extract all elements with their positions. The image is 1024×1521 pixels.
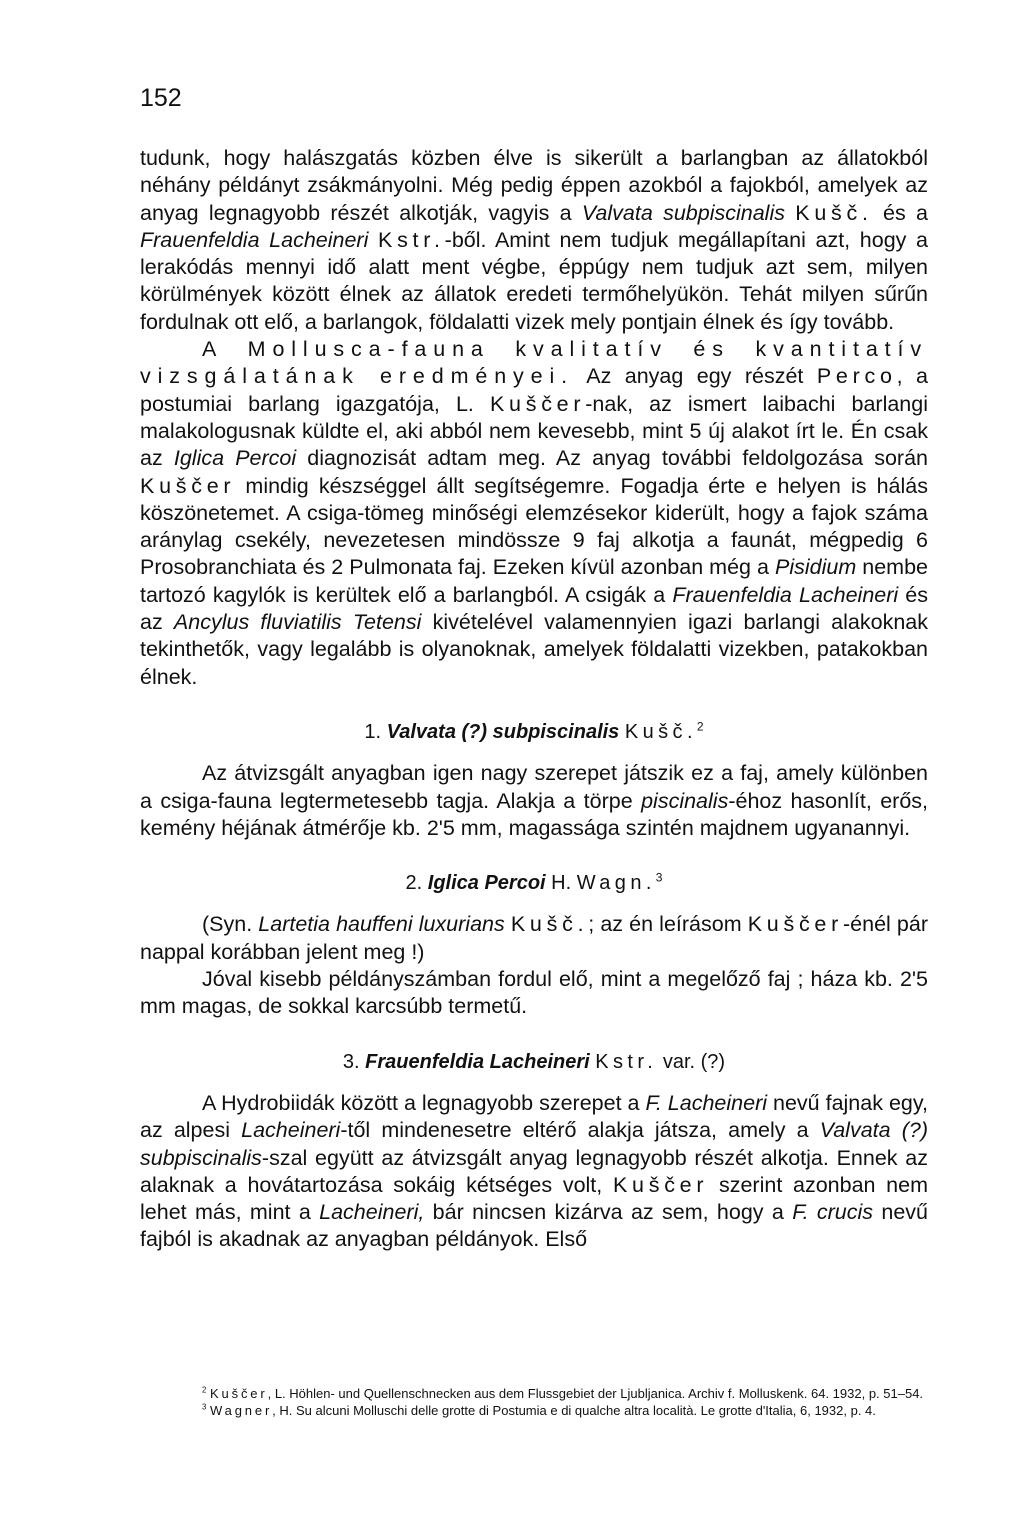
- species-name: Ancylus fluviatilis Tetensi: [173, 610, 422, 635]
- text-run: nevű fajnak egy, az alpesi: [140, 1090, 928, 1143]
- footnotes: [140, 1385, 928, 1419]
- person-name: Kuščer: [747, 912, 844, 937]
- genus-name: Pisidium: [774, 555, 857, 580]
- heading-number: 2.: [405, 872, 423, 895]
- citation-text: , L. Höhlen- und Quellenschnecken aus dem Flussgebiet der Ljubljanica. Archiv f. Molluskenk. 64. 1932, p. 51–54.: [267, 1386, 924, 1401]
- citation-text: , H. Su alcuni Molluschi delle grotte di Postumia e di qualche altra località. Le grotte d'Italia, 6, 1932, p. 4.: [272, 1403, 876, 1418]
- paragraph-intro: [140, 145, 928, 336]
- heading-author: Wagn.: [576, 872, 656, 895]
- text-run: nembe tartozó kagylók is kerültek elő a barlangból. A csigák a: [140, 555, 928, 607]
- heading-number: 1.: [364, 720, 382, 743]
- heading-author-initial: H.: [551, 872, 577, 895]
- text-run: , a postumiai barlang igazgatója, L.: [140, 364, 929, 416]
- footnote-mark: 2: [202, 1385, 207, 1395]
- heading-author: Kušč.: [624, 720, 697, 743]
- species-name: piscinalis: [641, 788, 729, 813]
- paragraph-iglica: [140, 966, 928, 1021]
- text-run: -től mindenesetre eltérő alakja játsza, amely a: [340, 1118, 820, 1143]
- species-heading-iglica: [140, 870, 928, 897]
- text-run: A Hydrobiidák között a legnagyobb szerepet a: [202, 1090, 646, 1115]
- text-run: bár nincsen kizárva az sem, hogy a: [424, 1200, 793, 1225]
- heading-suffix: var. (?): [657, 1050, 726, 1073]
- text-run: (Syn.: [202, 912, 259, 937]
- heading-number: 3.: [342, 1050, 360, 1073]
- text-run: ; az én leírásom: [588, 912, 748, 937]
- text-run: diagnozisát adtam meg. Az anyag további feldolgozása során: [296, 446, 928, 471]
- footnote-ref: 2: [696, 719, 704, 734]
- text-run: szerint azonban nem lehet más, mint a: [140, 1172, 929, 1225]
- text-run: és a: [872, 200, 928, 225]
- text-run: Jóval kisebb példányszámban fordul elő, mint a megelőző faj ; háza kb. 2'5 mm magas, de sokkal karcsúbb termetű.: [140, 967, 928, 1019]
- person-name: Kuščer: [489, 391, 586, 416]
- text-run: -szal együtt az átvizsgált anyag legnagyobb részét alkotja. Ennek az alaknak a hovátartozása sokáig kétséges volt,: [140, 1145, 928, 1197]
- section-title: A Mollusca-fauna kvalitatív és kvantitatív vizsgálatának eredményei.: [140, 337, 928, 389]
- text-run: Az anyag egy részét: [574, 364, 817, 389]
- text-run: tudunk, hogy halászgatás közben élve is sikerült a barlangban az állatokból néhány példányt zsákmányolni. Még pedig éppen azokból a fajokból, amelyek az anyag legnagyobb részét alkotják, vagyis a: [140, 146, 928, 225]
- heading-species: Iglica Percoi: [427, 872, 546, 895]
- paragraph-frauenfeldia: [140, 1090, 928, 1254]
- footnote-3: [140, 1402, 928, 1419]
- species-name: Lacheineri: [241, 1118, 341, 1143]
- species-heading-valvata: [140, 719, 928, 746]
- footnote-ref: 3: [655, 870, 663, 885]
- paragraph-valvata: [140, 760, 928, 842]
- person-name: Perco: [816, 364, 897, 389]
- text-run: Az átvizsgált anyagban igen nagy szerepet játszik ez a faj, amely különben a csiga-fauna legtermetesebb tagja. Alakja a törpe: [140, 761, 928, 813]
- text-run: -nak, az ismert laibachi barlangi malakologusnak küldte el, aki abból nem kevesebb, mint 5 új alakot írt le. Én csak az: [140, 391, 928, 471]
- footnote-mark: 3: [202, 1402, 207, 1412]
- species-name: Frauenfeldia Lacheineri: [140, 227, 369, 252]
- person-name: Kuščer: [140, 473, 236, 498]
- heading-author: Kstr.: [595, 1050, 658, 1073]
- author-name: Kušč.: [795, 200, 873, 225]
- page-number: 152: [140, 84, 182, 112]
- text-run: -éhoz hasonlít, erős, kemény héjának átmérője kb. 2'5 mm, magassága szintén majdnem ugyanannyi.: [140, 788, 928, 840]
- species-name: Frauenfeldia Lacheineri: [672, 582, 899, 607]
- species-name: Iglica Percoi: [173, 446, 297, 471]
- paragraph-mollusca-results: [140, 336, 928, 691]
- text-run: -ből. Amint nem tudjuk megállapítani azt, hogy a lerakódás mennyi idő alatt ment végbe, éppúgy nem tudjuk azt sem, milyen körülmények között élnek az állatok eredeti termőhelyükön. Tehát milyen sűrűn fordulnak ott elő, a barlangok, földalatti vizek mely pontjain élnek és így tovább.: [140, 227, 928, 334]
- author-name: Kstr.: [378, 227, 445, 252]
- footnote-2: [140, 1385, 928, 1402]
- species-name: F. crucis: [792, 1200, 874, 1225]
- species-name: Valvata (?) subpiscinalis: [140, 1118, 928, 1170]
- species-name: Lartetia hauffeni luxurians: [258, 912, 505, 937]
- author-name: Kušč.: [510, 912, 589, 937]
- main-text: [140, 145, 928, 1254]
- person-name: Kuščer: [612, 1172, 709, 1197]
- species-name: Lacheineri,: [319, 1200, 425, 1225]
- species-name: Valvata subpiscinalis: [581, 200, 785, 225]
- text-run: -énél pár nappal korábban jelent meg !): [140, 912, 928, 964]
- species-name: F. Lacheineri: [645, 1090, 768, 1115]
- author-name: Kuščer: [209, 1386, 268, 1401]
- text-run: kivételével valamennyien igazi barlangi alakoknak tekinthetők, vagy legalább is olyanoknak, amelyek földalatti vizekben, patakokban élnek.: [140, 610, 928, 689]
- text-run: és az: [140, 582, 928, 635]
- heading-species: Frauenfeldia Lacheineri: [365, 1050, 590, 1073]
- heading-species: Valvata (?) subpiscinalis: [386, 720, 620, 743]
- text-run: nevű fajból is akadnak az anyagban példányok. Első: [140, 1200, 928, 1252]
- paragraph-iglica-syn: [140, 911, 928, 966]
- author-name: Wagner: [209, 1403, 273, 1418]
- species-heading-frauenfeldia: [140, 1049, 928, 1076]
- text-run: mindig készséggel állt segítségemre. Fogadja érte e helyen is hálás köszönetemet. A csiga-tömeg minőségi elemzésekor kiderült, hogy a fajok száma aránylag csekély, nevezetesen mindössze 9 faj alkotja a faunát, mégpedig 6 Prosobranchiata és 2 Pulmonata faj. Ezeken kívül azonban még a: [140, 473, 928, 580]
